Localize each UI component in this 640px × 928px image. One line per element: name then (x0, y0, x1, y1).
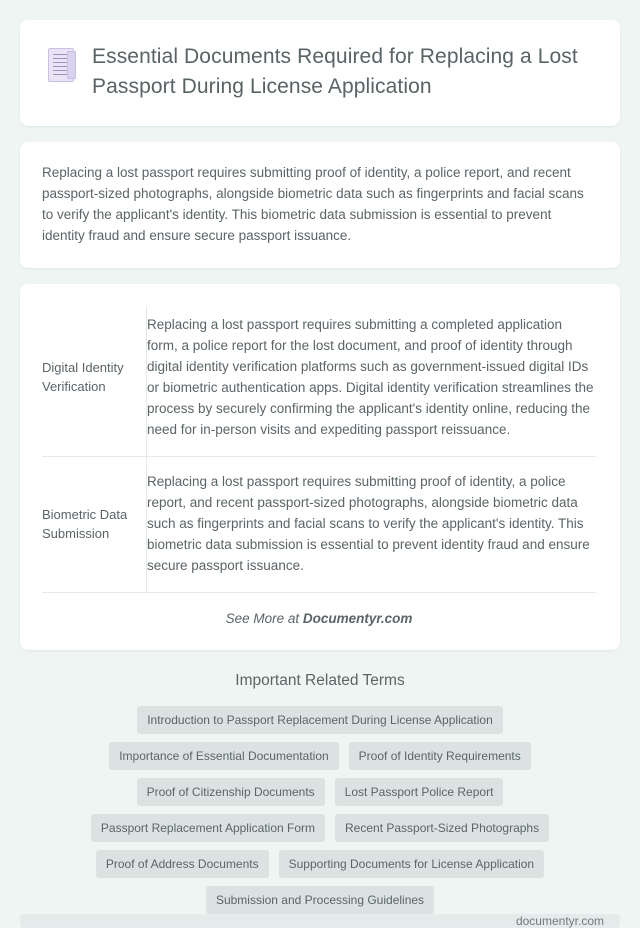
details-card (20, 284, 620, 650)
table-cell-description: Replacing a lost passport requires submitting a completed application form, a police report for the lost document, and proof of identity through digital identity verification platforms such as government-issued digital IDs or biometric authentication apps. Digital identity verification streamlines the process by securely confirming the applicant's identity online, reducing the need for in-person visits and expediting passport reissuance. (147, 306, 597, 457)
tag-item[interactable]: Proof of Citizenship Documents (137, 778, 325, 806)
tag-item[interactable]: Recent Passport-Sized Photographs (335, 814, 549, 842)
summary-card (20, 142, 620, 268)
summary-text: Replacing a lost passport requires submitting proof of identity, a police report, and recent passport-sized photographs, alongside biometric data such as fingerprints and facial scans to verify the applicant's identity. This biometric data submission is essential to prevent identity fraud and ensure secure passport issuance. (42, 165, 584, 243)
see-more-label: See More at (225, 611, 303, 626)
tag-item[interactable]: Proof of Address Documents (96, 850, 269, 878)
footer-site-label: documentyr.com (515, 914, 604, 928)
header-card (20, 20, 620, 126)
tag-item[interactable]: Importance of Essential Documentation (109, 742, 338, 770)
see-more-line (42, 593, 596, 632)
related-terms-list (20, 706, 620, 914)
document-icon (46, 48, 76, 82)
tag-item[interactable]: Proof of Identity Requirements (349, 742, 531, 770)
tag-item[interactable]: Introduction to Passport Replacement During License Application (137, 706, 503, 734)
table-cell-term: Biometric Data Submission (42, 457, 147, 593)
table-row (42, 457, 596, 593)
tag-item[interactable]: Submission and Processing Guidelines (206, 886, 434, 914)
tag-item[interactable]: Passport Replacement Application Form (91, 814, 325, 842)
tag-item[interactable]: Supporting Documents for License Application (279, 850, 544, 878)
table-cell-description: Replacing a lost passport requires submitting proof of identity, a police report, and recent passport-sized photographs, alongside biometric data such as fingerprints and facial scans to verify the applicant's identity. This biometric data submission is essential to prevent identity fraud and ensure secure passport issuance. (147, 457, 597, 593)
footer-bar (20, 914, 620, 928)
table-cell-term: Digital Identity Verification (42, 306, 147, 457)
table-row (42, 306, 596, 457)
document-icon-fold (67, 51, 76, 79)
page-title: Essential Documents Required for Replacing a Lost Passport During License Application (92, 45, 578, 98)
details-table (42, 306, 596, 593)
related-terms-heading: Important Related Terms (235, 672, 405, 689)
see-more-link[interactable]: Documentyr.com (302, 611, 413, 626)
tag-item[interactable]: Lost Passport Police Report (335, 778, 504, 806)
